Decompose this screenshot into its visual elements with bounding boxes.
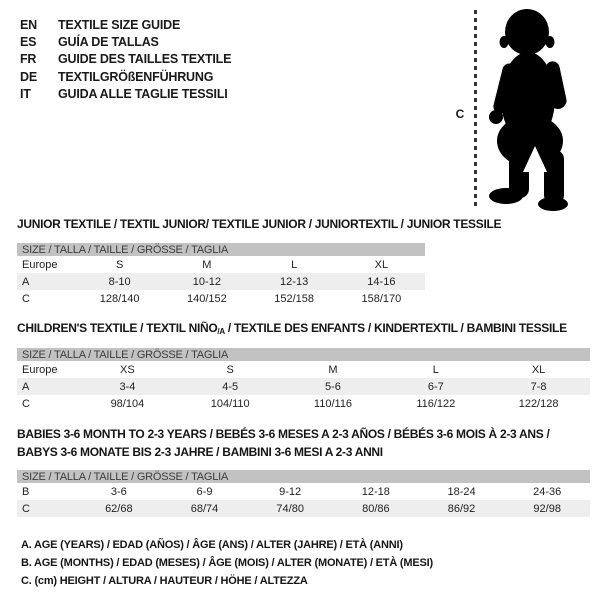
title-subscript: /A [217,327,225,336]
table-row [17,395,590,412]
lang-label: TEXTILGRÖßENFÜHRUNG [58,69,214,84]
table-cell: 10-12 [192,275,221,288]
table-cell: 12-18 [361,485,390,498]
table-cell: XS [120,363,135,376]
junior-size-table [17,243,425,307]
table-cell: 4-5 [222,380,239,393]
babies-size-table [17,470,590,517]
children-size-table [17,348,590,412]
table-cell: 18-24 [447,485,476,498]
lang-label: GUÍA DE TALLAS [58,34,159,49]
lang-code: ES [20,34,37,49]
table-cell: 3-4 [119,380,136,393]
table-row [17,361,590,378]
table-cell: 140/152 [186,292,227,305]
baby-silhouette-icon [470,0,600,250]
table-cell: 24-36 [533,485,562,498]
table-cell: 158/170 [361,292,402,305]
lang-label: GUIDA ALLE TAGLIE TESSILI [58,86,228,101]
row-label: C [22,397,30,410]
table-cell: 116/122 [416,397,456,410]
table-cell: S [226,363,234,376]
row-label: C [22,292,30,305]
table-cell: 92/98 [533,502,561,515]
table-cell: 74/80 [276,502,304,515]
lang-label: TEXTILE SIZE GUIDE [58,17,181,32]
table-cell: 8-10 [108,275,131,288]
table-cell: 7-8 [530,380,547,393]
table-cell: 98/104 [110,397,145,410]
table-cell: M [328,363,338,376]
children-table-title [17,321,567,336]
table-cell: XL [531,363,546,376]
title-text: CHILDREN'S TEXTILE / TEXTIL NIÑO [17,321,218,335]
row-label: B [22,485,30,498]
table-cell: 12-13 [280,275,309,288]
table-row [17,273,425,290]
table-cell: 6-9 [196,485,213,498]
size-header-bar: SIZE / TALLA / TAILLE / GRÖSSE / TAGLIA [17,243,425,256]
table-cell: 3-6 [110,485,127,498]
table-cell: M [202,258,212,271]
footnote-c: C. (cm) HEIGHT / ALTURA / HAUTEUR / HÖHE / ALTEZZA [21,575,308,587]
table-row [17,256,425,273]
row-label: Europe [22,258,58,271]
junior-table-title: JUNIOR TEXTILE / TEXTIL JUNIOR/ TEXTILE JUNIOR / JUNIORTEXTIL / JUNIOR TESSILE [17,217,502,231]
table-cell: 128/140 [99,292,140,305]
height-measure-label: C [455,107,465,121]
row-label: C [22,502,30,515]
lang-label: GUIDE DES TAILLES TEXTILE [58,51,232,66]
table-cell: XL [374,258,389,271]
table-cell: 122/128 [518,397,559,410]
size-header-bar: SIZE / TALLA / TAILLE / GRÖSSE / TAGLIA [17,470,590,483]
table-cell: 110/116 [313,397,353,410]
lang-code: DE [20,69,37,84]
table-cell: 6-7 [427,380,444,393]
table-row [17,378,590,395]
table-cell: 86/92 [447,502,476,515]
table-row [17,483,590,500]
table-cell: 152/158 [274,292,314,305]
title-text: / TEXTILE DES ENFANTS / KINDERTEXTIL / BAMBINI TESSILE [224,321,567,335]
table-cell: 104/110 [210,397,250,410]
row-label: Europe [22,363,58,376]
lang-code: IT [20,86,31,101]
table-cell: 5-6 [325,380,341,393]
table-cell: 14-16 [367,275,396,288]
babies-table-title-line1: BABIES 3-6 MONTH TO 2-3 YEARS / BEBÉS 3-6 MESES A 2-3 AÑOS / BÉBÉS 3-6 MOIS À 2-3 ANS / [17,427,550,441]
table-cell: S [115,258,124,271]
table-cell: 9-12 [279,485,302,498]
table-cell: L [432,363,439,376]
lang-code: EN [20,17,37,32]
table-cell: 62/68 [105,502,133,515]
table-row [17,290,425,307]
babies-table-title-line2: BABYS 3-6 MONATE BIS 2-3 JAHRE / BAMBINI 3-6 MESI A 2-3 ANNI [17,445,383,459]
row-label: A [22,380,30,393]
table-cell: 80/86 [362,502,390,515]
footnote-a: A. AGE (YEARS) / EDAD (AÑOS) / ÂGE (ANS) / ALTER (JAHRE) / ETÀ (ANNI) [21,539,403,551]
size-header-bar: SIZE / TALLA / TAILLE / GRÖSSE / TAGLIA [17,348,590,361]
table-cell: 68/74 [190,502,219,515]
lang-code: FR [20,51,37,66]
row-label: A [22,275,30,288]
table-row [17,500,590,517]
table-cell: L [291,258,298,271]
footnote-b: B. AGE (MONTHS) / EDAD (MESES) / ÂGE (MOIS) / ALTER (MONATE) / ETÀ (MESI) [21,557,433,569]
